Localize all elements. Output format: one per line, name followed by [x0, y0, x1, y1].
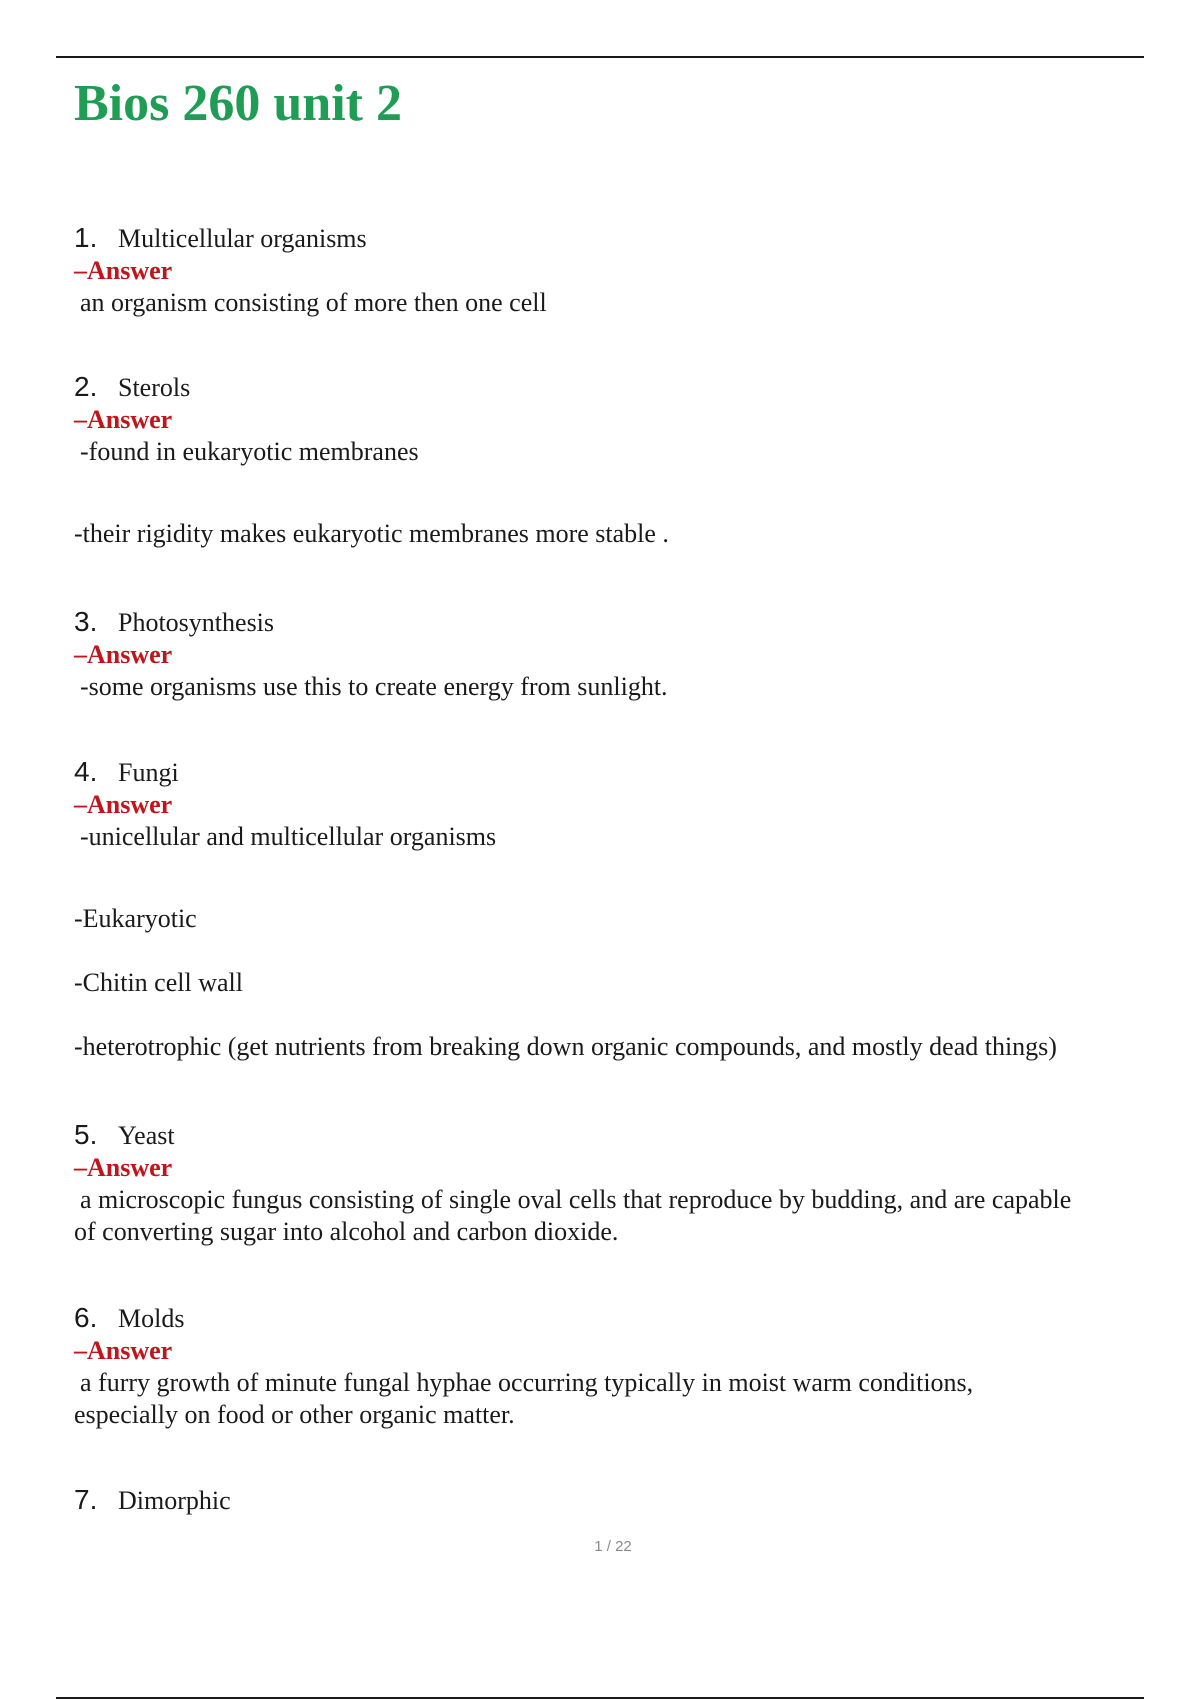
answer-text: -unicellular and multicellular organisms — [80, 822, 497, 851]
answer-text: an organism consisting of more then one cell — [80, 288, 547, 317]
answer-text: -heterotrophic (get nutrients from breaking down organic compounds, and mostly dead things) — [74, 1032, 1057, 1061]
question-number: 4. — [74, 756, 98, 787]
answer-label: –Answer — [74, 405, 173, 434]
question-term: Sterols — [118, 373, 191, 402]
answer-text: -Eukaryotic — [74, 904, 197, 933]
answer-label: –Answer — [74, 790, 173, 819]
question-number: 7. — [74, 1484, 98, 1515]
question-number: 5. — [74, 1119, 98, 1150]
question-term: Photosynthesis — [118, 608, 275, 637]
qa-item-5 — [74, 1119, 1154, 1248]
answer-text: -their rigidity makes eukaryotic membranes more stable . — [74, 519, 669, 548]
answer-text: -Chitin cell wall — [74, 968, 243, 997]
question-number: 3. — [74, 606, 98, 637]
answer-text: of converting sugar into alcohol and carbon dioxide. — [74, 1217, 619, 1246]
question — [74, 1484, 1154, 1517]
answer-text: especially on food or other organic matter. — [74, 1400, 515, 1429]
document-title: Bios 260 unit 2 — [74, 75, 402, 132]
answer-text: -some organisms use this to create energy from sunlight. — [80, 672, 668, 701]
question — [74, 1302, 1154, 1335]
qa-item-2 — [74, 371, 1154, 550]
answer-label: –Answer — [74, 1336, 173, 1365]
question — [74, 371, 1154, 404]
answer-label: –Answer — [74, 1153, 173, 1182]
answer-label: –Answer — [74, 640, 173, 669]
question-number: 1. — [74, 222, 98, 253]
page-indicator: 1 / 22 — [594, 1538, 632, 1555]
question — [74, 1119, 1154, 1152]
qa-item-7 — [74, 1484, 1154, 1517]
question — [74, 222, 1154, 255]
bottom-rule — [56, 1697, 1144, 1699]
qa-item-1 — [74, 222, 1154, 319]
top-rule — [56, 56, 1144, 58]
question-term: Multicellular organisms — [118, 224, 367, 253]
answer-text: -found in eukaryotic membranes — [80, 437, 419, 466]
qa-item-4 — [74, 756, 1154, 1063]
question-term: Fungi — [118, 758, 179, 787]
question — [74, 756, 1154, 789]
answer-label: –Answer — [74, 256, 173, 285]
qa-item-3 — [74, 606, 1154, 703]
question — [74, 606, 1154, 639]
question-term: Yeast — [118, 1121, 175, 1150]
question-term: Dimorphic — [118, 1486, 231, 1515]
question-term: Molds — [118, 1304, 185, 1333]
question-number: 2. — [74, 371, 98, 402]
question-number: 6. — [74, 1302, 98, 1333]
answer-text: a furry growth of minute fungal hyphae occurring typically in moist warm conditions, — [80, 1368, 974, 1397]
answer-text: a microscopic fungus consisting of single oval cells that reproduce by budding, and are capable — [80, 1185, 1072, 1214]
qa-item-6 — [74, 1302, 1154, 1431]
